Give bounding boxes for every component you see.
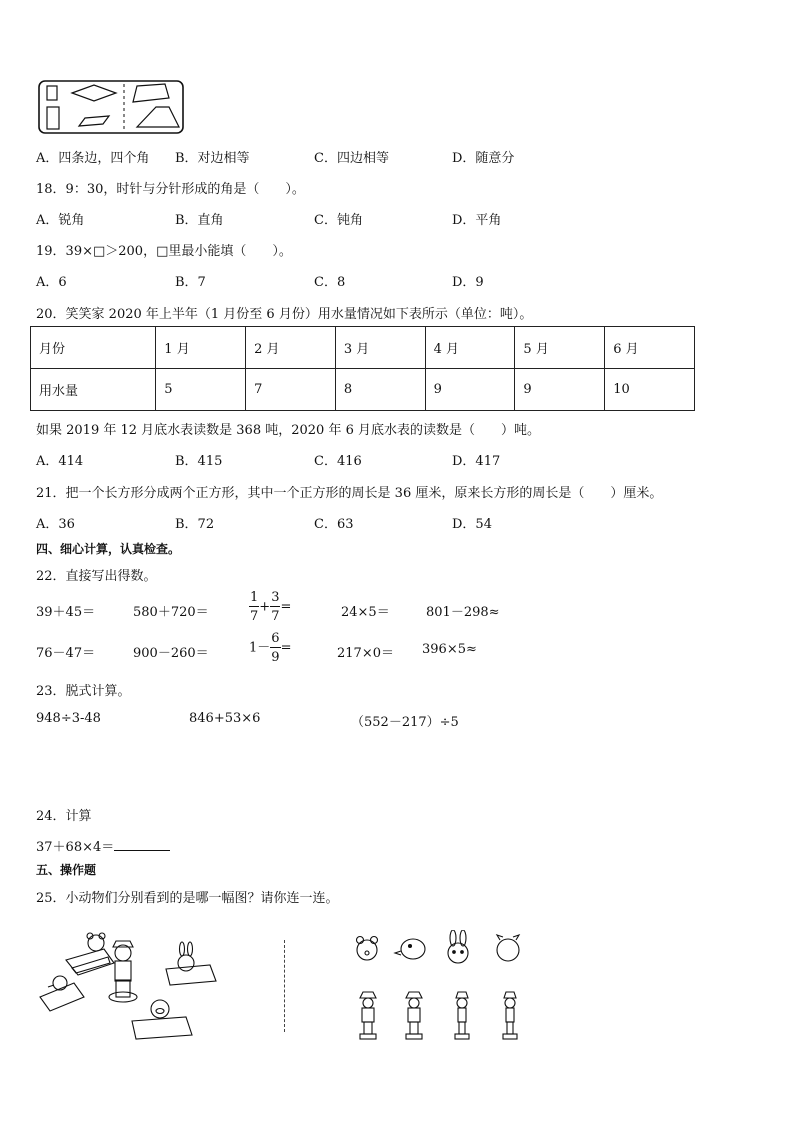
table-cell: 9 (515, 369, 605, 411)
table-cell: 月份 (31, 327, 156, 369)
section-5-title: 五、操作题 (36, 863, 97, 877)
q18-option-b[interactable]: B．直角 (175, 213, 224, 228)
q20-option-d[interactable]: D．417 (452, 454, 501, 469)
q17-option-c[interactable]: C．四边相等 (314, 151, 389, 166)
q18-option-a[interactable]: A．锐角 (36, 213, 85, 228)
calc-item: 217×0＝ (337, 646, 394, 661)
q21-option-d[interactable]: D．54 (452, 517, 492, 532)
q17-option-a[interactable]: A．四条边，四个角 (36, 151, 150, 166)
q20-option-c[interactable]: C．416 (314, 454, 362, 469)
table-cell: 1 月 (156, 327, 246, 369)
table-row (31, 327, 695, 369)
q19-option-a[interactable]: A．6 (36, 275, 67, 290)
q19-stem: 19．39×□＞200，□里最小能填（ ）。 (36, 244, 292, 259)
fraction: $\frac{3}{7}$ (271, 590, 280, 624)
calc-item: 396×5≈ (422, 642, 477, 657)
animals-in-cars-illustration (36, 925, 221, 1040)
q19-option-d[interactable]: D．9 (452, 275, 484, 290)
table-cell: 3 月 (335, 327, 425, 369)
table-cell: 用水量 (31, 369, 156, 411)
q25-stem: 25．小动物们分别看到的是哪一幅图？请你连一连。 (36, 891, 339, 906)
q20-followup: 如果 2019 年 12 月底水表读数是 368 吨，2020 年 6 月底水表的读数是（ ）吨。 (36, 423, 540, 438)
table-cell: 4 月 (425, 327, 515, 369)
fraction-expression: 1－ $\frac{6}{9}$ = (249, 631, 292, 665)
q23-stem: 23．脱式计算。 (36, 684, 131, 699)
table-row (31, 369, 695, 411)
calc-item: 24×5＝ (341, 605, 390, 620)
table-cell: 10 (605, 369, 695, 411)
q20-stem: 20．笑笑家 2020 年上半年（1 月份至 6 月份）用水量情况如下表所示（单位：吨）。 (36, 307, 533, 322)
q18-stem: 18．9：30，时针与分针形成的角是（ ）。 (36, 182, 305, 197)
calc-item: 39＋45＝ (36, 605, 96, 620)
table-cell: 5 月 (515, 327, 605, 369)
q24-stem: 24．计算 (36, 809, 92, 824)
calc-item: （552－217）÷5 (351, 715, 459, 730)
fraction: $\frac{6}{9}$ (271, 631, 280, 665)
table-cell: 8 (335, 369, 425, 411)
table-cell: 6 月 (605, 327, 695, 369)
fraction: $\frac{1}{7}$ (250, 590, 259, 624)
q22-stem: 22．直接写出得数。 (36, 569, 157, 584)
calc-item: 900－260＝ (133, 646, 209, 661)
divider-dashed-line (284, 940, 285, 1032)
table-cell: 9 (425, 369, 515, 411)
q21-option-b[interactable]: B．72 (175, 517, 215, 532)
fraction-expression: $\frac{1}{7}$ + $\frac{3}{7}$ = (250, 590, 292, 624)
section-4-title: 四、细心计算，认真检查。 (36, 542, 181, 556)
calc-item: 801－298≈ (426, 605, 500, 620)
q20-option-b[interactable]: B．415 (175, 454, 223, 469)
calc-item: 846+53×6 (189, 711, 261, 726)
q17-option-b[interactable]: B．对边相等 (175, 151, 250, 166)
q20-option-a[interactable]: A．414 (36, 454, 84, 469)
q18-option-c[interactable]: C．钝角 (314, 213, 363, 228)
table-cell: 5 (156, 369, 246, 411)
q19-option-b[interactable]: B．7 (175, 275, 206, 290)
q21-option-c[interactable]: C．63 (314, 517, 354, 532)
animal-heads-row (350, 930, 530, 968)
q24-expression: 37＋68×4＝ (36, 836, 170, 855)
q21-stem: 21．把一个长方形分成两个正方形，其中一个正方形的周长是 36 厘米，原来长方形的周长是（ ）厘米。 (36, 486, 663, 501)
q19-option-c[interactable]: C．8 (314, 275, 346, 290)
policeman-views-row (350, 990, 530, 1042)
table-cell: 7 (246, 369, 336, 411)
answer-blank[interactable] (114, 838, 170, 851)
q21-option-a[interactable]: A．36 (36, 517, 75, 532)
water-usage-table (30, 326, 695, 411)
table-cell: 2 月 (246, 327, 336, 369)
q17-option-d[interactable]: D．随意分 (452, 151, 515, 166)
q18-option-d[interactable]: D．平角 (452, 213, 502, 228)
calc-item: 580＋720＝ (133, 605, 209, 620)
calc-item: 948÷3-48 (36, 711, 101, 726)
quadrilateral-sort-figure (38, 80, 185, 135)
calc-item: 76－47＝ (36, 646, 96, 661)
